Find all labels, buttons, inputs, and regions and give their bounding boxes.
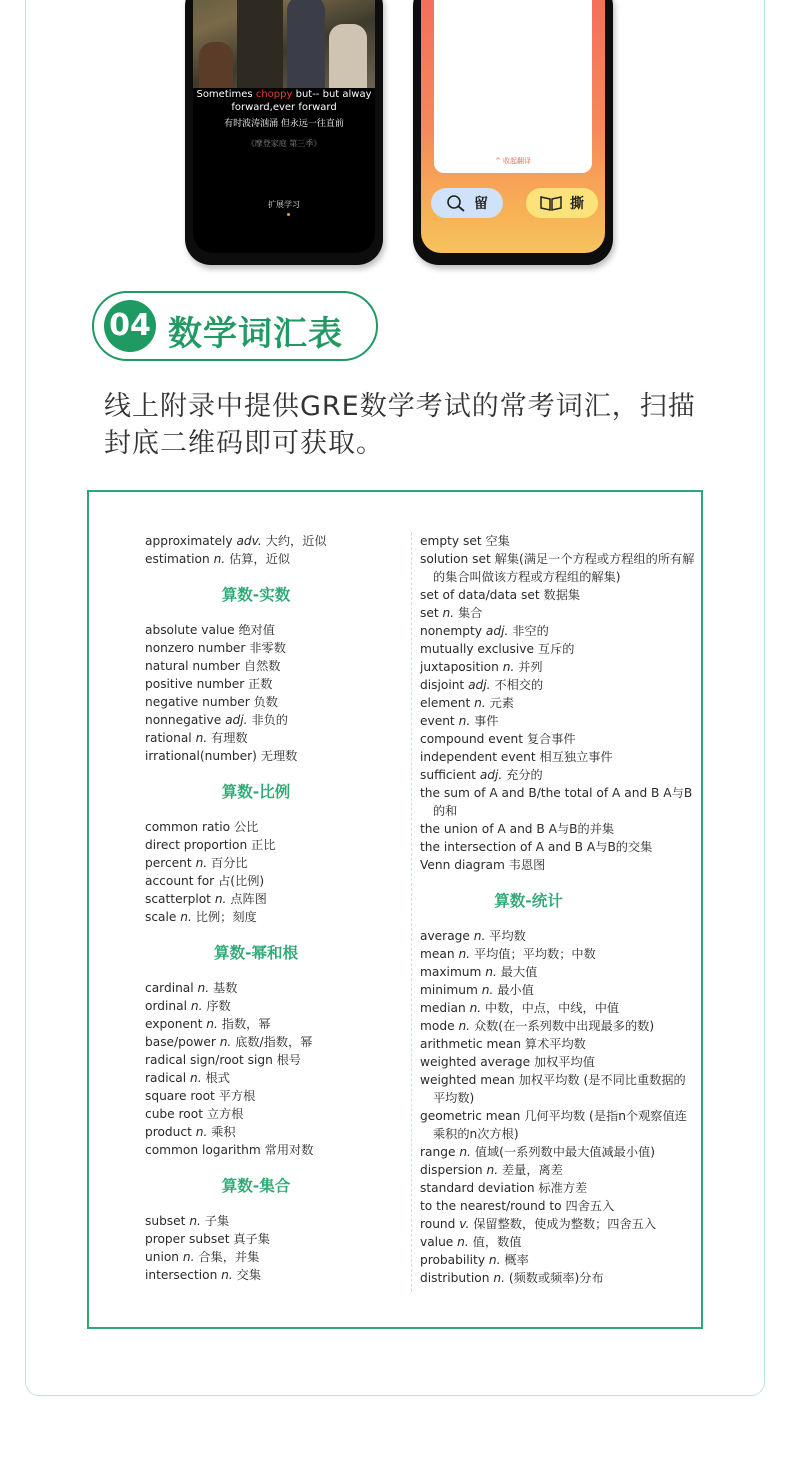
vocab-term: common ratio (145, 820, 231, 834)
vocab-definition: 指数，幂 (221, 1017, 271, 1031)
vocab-category-heading: 算数-统计 (494, 892, 563, 910)
vocab-definition: 相互独立事件 (539, 750, 613, 764)
vocab-definition: 平均数 (489, 929, 526, 943)
vocab-term: common logarithm (145, 1143, 261, 1157)
tear-button[interactable] (526, 188, 598, 218)
vocab-part-of-speech: n. (469, 1001, 482, 1015)
vocab-definition: 算术平均数 (524, 1037, 586, 1051)
vocab-part-of-speech: n. (190, 999, 203, 1013)
vocab-definition: 解集(满足一个方程或方程组的所有解的集合叫做该方程或方程组的解集) (433, 552, 695, 584)
vocab-definition: 四舍五入 (565, 1199, 615, 1213)
vocab-part-of-speech: n. (214, 892, 227, 906)
vocab-part-of-speech: n. (219, 1035, 232, 1049)
vocab-term: compound event (420, 732, 523, 746)
vocab-definition: A与B的和 (433, 786, 693, 818)
vocab-part-of-speech: adv. (236, 534, 262, 548)
vocab-term: intersection (145, 1268, 218, 1282)
vocab-term: natural number (145, 659, 241, 673)
vocab-definition: 值域(一系列数中最大值减最小值) (474, 1145, 655, 1159)
vocab-column-left (145, 532, 395, 1284)
vocab-entry (420, 820, 695, 838)
vocab-entry (420, 999, 695, 1017)
vocab-term: probability (420, 1253, 486, 1267)
vocab-term: subset (145, 1214, 186, 1228)
tear-label: 撕 (570, 196, 584, 212)
vocab-entry (145, 890, 395, 908)
vocab-entry (420, 1143, 695, 1161)
vocab-definition: 子集 (204, 1214, 230, 1228)
vocab-part-of-speech: n. (458, 947, 471, 961)
vocab-part-of-speech: n. (197, 981, 210, 995)
vocab-part-of-speech: n. (442, 606, 455, 620)
vocab-definition: 加权平均数 (是不同比重数据的平均数) (433, 1073, 686, 1105)
vocab-definition: 平均值；平均数；中数 (473, 947, 596, 961)
vocab-entry (145, 550, 395, 568)
vocab-entry (145, 747, 395, 765)
vocab-entry (420, 1215, 695, 1233)
vocab-definition: 最小值 (497, 983, 534, 997)
vocab-entry (145, 1230, 395, 1248)
vocab-entry (145, 1248, 395, 1266)
magnifier-icon (446, 194, 466, 212)
vocab-term: product (145, 1125, 192, 1139)
vocab-category-heading: 算数-比例 (221, 783, 291, 801)
keep-label: 留 (474, 196, 488, 212)
vocab-term: disjoint (420, 678, 465, 692)
vocab-entry (420, 694, 695, 712)
vocab-term: scale (145, 910, 177, 924)
vocab-term: mean (420, 947, 455, 961)
video-person-figure (287, 0, 325, 88)
vocab-entry (420, 1017, 695, 1035)
vocab-term: absolute value (145, 623, 235, 637)
video-frame[interactable] (193, 0, 375, 88)
vocab-entry (420, 712, 695, 730)
vocab-term: positive number (145, 677, 245, 691)
vocab-part-of-speech: n. (493, 1271, 505, 1285)
vocab-definition: 非零数 (249, 641, 286, 655)
vocab-entry (420, 1197, 695, 1215)
vocab-term: weighted average (420, 1055, 531, 1069)
vocab-entry (420, 622, 695, 640)
vocab-entry (420, 838, 695, 856)
vocab-definition: 众数(在一系列数中出现最多的数) (473, 1019, 655, 1033)
vocab-definition: (频数或频率)分布 (508, 1271, 604, 1285)
vocab-entry (420, 1035, 695, 1053)
vocab-term: maximum (420, 965, 482, 979)
vocab-term: value (420, 1235, 454, 1249)
vocab-term: set of data/data set (420, 588, 540, 602)
vocab-part-of-speech: n. (190, 1071, 202, 1085)
vocab-term: solution set (420, 552, 491, 566)
vocab-definition: 常用对数 (264, 1143, 314, 1157)
phone-video-player (185, 0, 383, 265)
vocab-term: geometric mean (420, 1109, 521, 1123)
vocab-entry (145, 711, 395, 729)
vocab-part-of-speech: adj. (479, 768, 503, 782)
vocab-definition: A与B的并集 (548, 822, 615, 836)
phone-vocab-card (413, 0, 613, 265)
vocab-definition: 空集 (485, 534, 510, 548)
vocab-term: dispersion (420, 1163, 483, 1177)
video-person-figure (199, 42, 233, 88)
vocab-term: arithmetic mean (420, 1037, 522, 1051)
vocab-definition: 乘积 (211, 1125, 236, 1139)
vocab-entry (420, 586, 695, 604)
vocab-term: percent (145, 856, 192, 870)
vocab-term: cube root (145, 1107, 203, 1121)
vocab-term: account for (145, 874, 215, 888)
vocab-definition: 差量，离差 (502, 1163, 563, 1177)
vocab-entry (145, 854, 395, 872)
vocab-definition: 概率 (504, 1253, 529, 1267)
vocab-definition: 最大值 (500, 965, 538, 979)
vocab-entry (420, 658, 695, 676)
vocab-definition: 大约，近似 (265, 534, 327, 548)
keep-button[interactable] (431, 188, 503, 218)
vocab-entry (420, 1161, 695, 1179)
vocab-definition: 平方根 (218, 1089, 256, 1103)
vocab-term: element (420, 696, 471, 710)
vocab-column-right (420, 532, 695, 1287)
vocab-term: average (420, 929, 470, 943)
vocab-definition: 根号 (276, 1053, 302, 1067)
vocab-part-of-speech: n. (457, 1235, 469, 1249)
vocab-definition: 无理数 (260, 749, 298, 763)
vocab-term: base/power (145, 1035, 216, 1049)
vocab-definition: 百分比 (211, 856, 248, 870)
vocab-entry (145, 1051, 395, 1069)
vocab-entry (420, 1233, 695, 1251)
video-person-figure (329, 24, 367, 88)
vocab-definition: 保留整数，使成为整数；四舍五入 (473, 1217, 657, 1231)
collapse-translation-link[interactable]: ^ 收起翻译 (494, 157, 532, 165)
vocab-term: standard deviation (420, 1181, 535, 1195)
vocab-term: empty set (420, 534, 482, 548)
vocab-entry (420, 981, 695, 999)
vocab-entry (420, 730, 695, 748)
vocab-term: minimum (420, 983, 478, 997)
vocab-entry (145, 1266, 395, 1284)
vocab-term: negative number (145, 695, 250, 709)
vocab-term: square root (145, 1089, 215, 1103)
vocab-part-of-speech: n. (488, 1253, 501, 1267)
vocab-definition: 有理数 (211, 731, 248, 745)
vocab-part-of-speech: adj. (468, 678, 491, 692)
vocab-entry (145, 872, 395, 890)
vocab-part-of-speech: n. (213, 552, 226, 566)
vocab-definition: 并列 (518, 660, 543, 674)
vocab-part-of-speech: n. (458, 1019, 471, 1033)
vocab-entry (420, 532, 695, 550)
vocab-definition: 根式 (205, 1071, 230, 1085)
vocab-part-of-speech: n. (486, 1163, 499, 1177)
vocab-entry (420, 1179, 695, 1197)
vocab-definition: 几何平均数 (是指n个观察值连乘积的n次方根) (433, 1109, 687, 1141)
vocab-term: nonempty (420, 624, 483, 638)
video-person-figure (237, 0, 283, 88)
vocab-definition: 韦恩图 (508, 858, 546, 872)
vocab-term: scatterplot (145, 892, 211, 906)
vocab-term: ordinal (145, 999, 187, 1013)
vocab-definition: 真子集 (233, 1232, 270, 1246)
vocab-term: weighted mean (420, 1073, 515, 1087)
vocab-part-of-speech: n. (195, 731, 208, 745)
section-title: 数学词汇表 (168, 314, 343, 354)
vocab-definition: 比例；刻度 (195, 910, 257, 924)
vocab-entry (420, 963, 695, 981)
vocab-category-heading: 算数-幂和根 (214, 944, 298, 962)
vocab-entry (145, 1141, 395, 1159)
vocab-part-of-speech: n. (474, 696, 486, 710)
translation-card (434, 0, 592, 173)
vocab-definition: 绝对值 (238, 623, 275, 637)
vocab-definition: 非空的 (512, 624, 549, 638)
vocab-term: mode (420, 1019, 455, 1033)
vocab-term: exponent (145, 1017, 203, 1031)
vocab-term: sufficient (420, 768, 476, 782)
vocab-definition: 标准方差 (538, 1181, 588, 1195)
vocab-definition: 充分的 (506, 768, 543, 782)
vocab-term: radical sign/root sign (145, 1053, 273, 1067)
vocab-definition: 复合事件 (526, 732, 576, 746)
vocab-entry (420, 945, 695, 963)
vocab-entry (145, 1069, 395, 1087)
vocab-part-of-speech: n. (195, 856, 208, 870)
vocab-entry (145, 997, 395, 1015)
vocab-term: nonzero number (145, 641, 246, 655)
vocab-definition: 点阵图 (230, 892, 267, 906)
vocab-part-of-speech: n. (485, 965, 497, 979)
vocab-category-heading: 算数-集合 (221, 1177, 291, 1195)
vocab-part-of-speech: n. (459, 1145, 471, 1159)
subtitle-source: 《摩登家庭 第三季》 (246, 139, 322, 148)
vocab-entry (145, 532, 395, 550)
section-number: 04 (104, 300, 156, 352)
vocab-term: estimation (145, 552, 210, 566)
vocab-definition: 公比 (233, 820, 259, 834)
vocab-entry (420, 1269, 695, 1287)
vocab-part-of-speech: n. (502, 660, 515, 674)
vocab-part-of-speech: n. (189, 1214, 201, 1228)
vocab-term: independent event (420, 750, 536, 764)
vocab-term: rational (145, 731, 192, 745)
vocab-term: the union of A and B (420, 822, 545, 836)
vocab-entry (420, 784, 695, 820)
vocab-definition: 基数 (213, 981, 238, 995)
vocab-entry (145, 1015, 395, 1033)
vocab-entry (145, 639, 395, 657)
vocab-definition: 估算，近似 (229, 552, 290, 566)
vocab-definition: 事件 (474, 714, 499, 728)
vocab-entry (145, 1105, 395, 1123)
vocab-definition: 底数/指数，幂 (235, 1035, 313, 1049)
open-book-icon (540, 195, 562, 211)
vocab-entry (145, 836, 395, 854)
vocab-term: event (420, 714, 455, 728)
vocab-entry (145, 1212, 395, 1230)
vocab-entry (420, 676, 695, 694)
vocab-definition: 中数，中点，中线，中值 (485, 1001, 620, 1015)
vocab-definition: 正数 (248, 677, 273, 691)
vocab-term: Venn diagram (420, 858, 505, 872)
page-indicator-dot (287, 213, 290, 216)
vocab-definition: 占(比例) (218, 874, 265, 888)
vocab-entry (145, 818, 395, 836)
vocab-term: approximately (145, 534, 233, 548)
vocab-entry (420, 1251, 695, 1269)
vocab-entry (145, 693, 395, 711)
vocab-definition: 交集 (236, 1268, 262, 1282)
vocab-entry (145, 1123, 395, 1141)
vocab-definition: 负数 (253, 695, 278, 709)
vocab-term: nonnegative (145, 713, 222, 727)
vocab-part-of-speech: adj. (225, 713, 248, 727)
vocab-term: the intersection of A and B (420, 840, 584, 854)
vocab-term: juxtaposition (420, 660, 499, 674)
vocab-definition: 不相交的 (494, 678, 544, 692)
vocab-part-of-speech: adj. (485, 624, 509, 638)
subtitle-chinese: 有时波涛汹涌 但永远一往直前 (224, 119, 344, 129)
vocab-definition: 序数 (206, 999, 231, 1013)
vocab-part-of-speech: n. (458, 714, 471, 728)
card-screen (421, 0, 605, 253)
vocab-term: median (420, 1001, 466, 1015)
vocab-definition: 非负的 (251, 713, 288, 727)
vocab-entry (145, 657, 395, 675)
vocab-definition: 合集，并集 (198, 1250, 260, 1264)
vocab-term: the sum of A and B/the total of A and B (420, 786, 660, 800)
vocab-definition: 自然数 (243, 659, 281, 673)
vocab-definition: 加权平均值 (533, 1055, 595, 1069)
vocab-definition: 正比 (251, 838, 276, 852)
vocab-definition: 集合 (458, 606, 483, 620)
vocab-definition: 元素 (489, 696, 514, 710)
vocab-term: cardinal (145, 981, 194, 995)
vocab-definition: 立方根 (206, 1107, 244, 1121)
vocab-entry (145, 621, 395, 639)
section-heading-badge (92, 291, 378, 361)
vocab-category-heading: 算数-实数 (221, 586, 291, 604)
vocab-part-of-speech: v. (459, 1217, 470, 1231)
video-screen (193, 0, 375, 253)
vocab-term: round (420, 1217, 456, 1231)
vocab-entry (420, 1071, 695, 1107)
vocab-entry (145, 979, 395, 997)
vocab-term: to the nearest/round to (420, 1199, 562, 1213)
vocab-entry (420, 550, 695, 586)
math-vocabulary-box (87, 490, 703, 1329)
vocab-part-of-speech: n. (206, 1017, 218, 1031)
vocab-term: range (420, 1145, 456, 1159)
vocab-term: union (145, 1250, 180, 1264)
vocab-term: set (420, 606, 439, 620)
vocab-entry (420, 1053, 695, 1071)
vocab-part-of-speech: n. (180, 910, 192, 924)
vocab-entry (145, 729, 395, 747)
vocab-term: mutually exclusive (420, 642, 534, 656)
column-divider (411, 532, 412, 1292)
vocab-entry (420, 748, 695, 766)
vocab-definition: A与B的交集 (586, 840, 653, 854)
vocab-part-of-speech: n. (221, 1268, 233, 1282)
vocab-term: distribution (420, 1271, 490, 1285)
vocab-entry (420, 604, 695, 622)
vocab-entry (420, 640, 695, 658)
vocab-part-of-speech: n. (473, 929, 486, 943)
subtitle-english: Sometimes choppy but-- but alway forward,ever forward (196, 89, 372, 113)
vocab-term: irrational(number) (145, 749, 257, 763)
vocab-entry (420, 766, 695, 784)
vocab-part-of-speech: n. (182, 1250, 195, 1264)
vocab-term: proper subset (145, 1232, 230, 1246)
vocab-definition: 数据集 (543, 588, 581, 602)
vocab-entry (420, 1107, 695, 1143)
vocab-definition: 互斥的 (537, 642, 575, 656)
vocab-term: direct proportion (145, 838, 248, 852)
vocab-entry (145, 1087, 395, 1105)
vocab-part-of-speech: n. (195, 1125, 208, 1139)
vocab-entry (145, 908, 395, 926)
extend-learning-tab[interactable]: 扩展学习 (268, 200, 300, 209)
vocab-entry (145, 1033, 395, 1051)
vocab-part-of-speech: n. (481, 983, 494, 997)
vocab-entry (145, 675, 395, 693)
vocab-term: radical (145, 1071, 187, 1085)
vocab-entry (420, 856, 695, 874)
vocab-entry (420, 927, 695, 945)
vocab-definition: 值，数值 (472, 1235, 522, 1249)
section-intro: 线上附录中提供GRE数学考试的常考词汇，扫描封底二维码即可获取。 (104, 391, 696, 459)
highlighted-word[interactable]: choppy (255, 89, 293, 100)
